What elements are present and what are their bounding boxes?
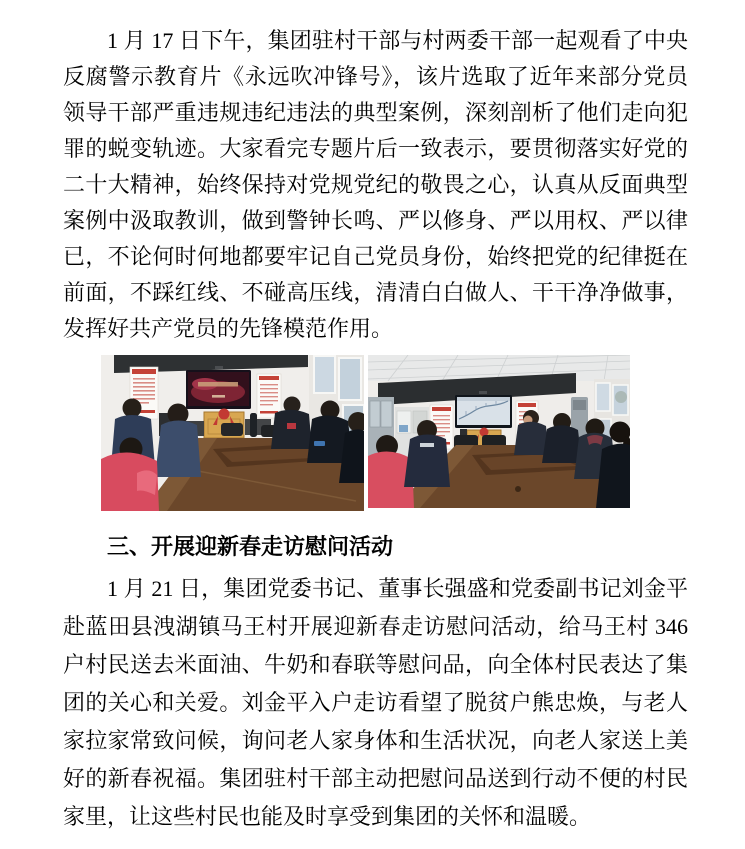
- meeting-room-photo-2: [368, 355, 630, 508]
- paragraph-new-year-visit: 1 月 21 日，集团党委书记、董事长强盛和党委副书记刘金平赴蓝田县洩湖镇马王村开展迎新春走访慰问活动，给马王村 346 户村民送去米面油、牛奶和春联等慰问品，向全体村民表达了集团的关心和关爱。刘金平入户走访看望了脱贫户熊忠焕，与老人家拉家常致问候，询问老人家身体和生活状况，向老人家送上美好的新春祝福。集团驻村干部主动把慰问品送到行动不便的村民家里，让这些村民也能及时享受到集团的关怀和温暖。: [63, 576, 688, 829]
- section-heading: 三、开展迎新春走访慰问活动: [107, 534, 394, 559]
- meeting-room-photo-1: [101, 355, 364, 511]
- photo-row: [101, 355, 630, 511]
- paragraph-film-viewing: 1 月 17 日下午，集团驻村干部与村两委干部一起观看了中央反腐警示教育片《永远吹冲锋号》，该片选取了近年来部分党员领导干部严重违规违纪违法的典型案例，深刻剖析了他们走向犯罪的蜕变轨迹。大家看完专题片后一致表示，要贯彻落实好党的二十大精神，始终保持对党规党纪的敬畏之心，认真从反面典型案例中汲取教训，做到警钟长鸣、严以修身、严以用权、严以律已，不论何时何地都要牢记自己党员身份，始终把党的纪律挺在前面，不踩红线、不碰高压线，清清白白做人、干干净净做事，发挥好共产党员的先锋模范作用。: [63, 28, 688, 341]
